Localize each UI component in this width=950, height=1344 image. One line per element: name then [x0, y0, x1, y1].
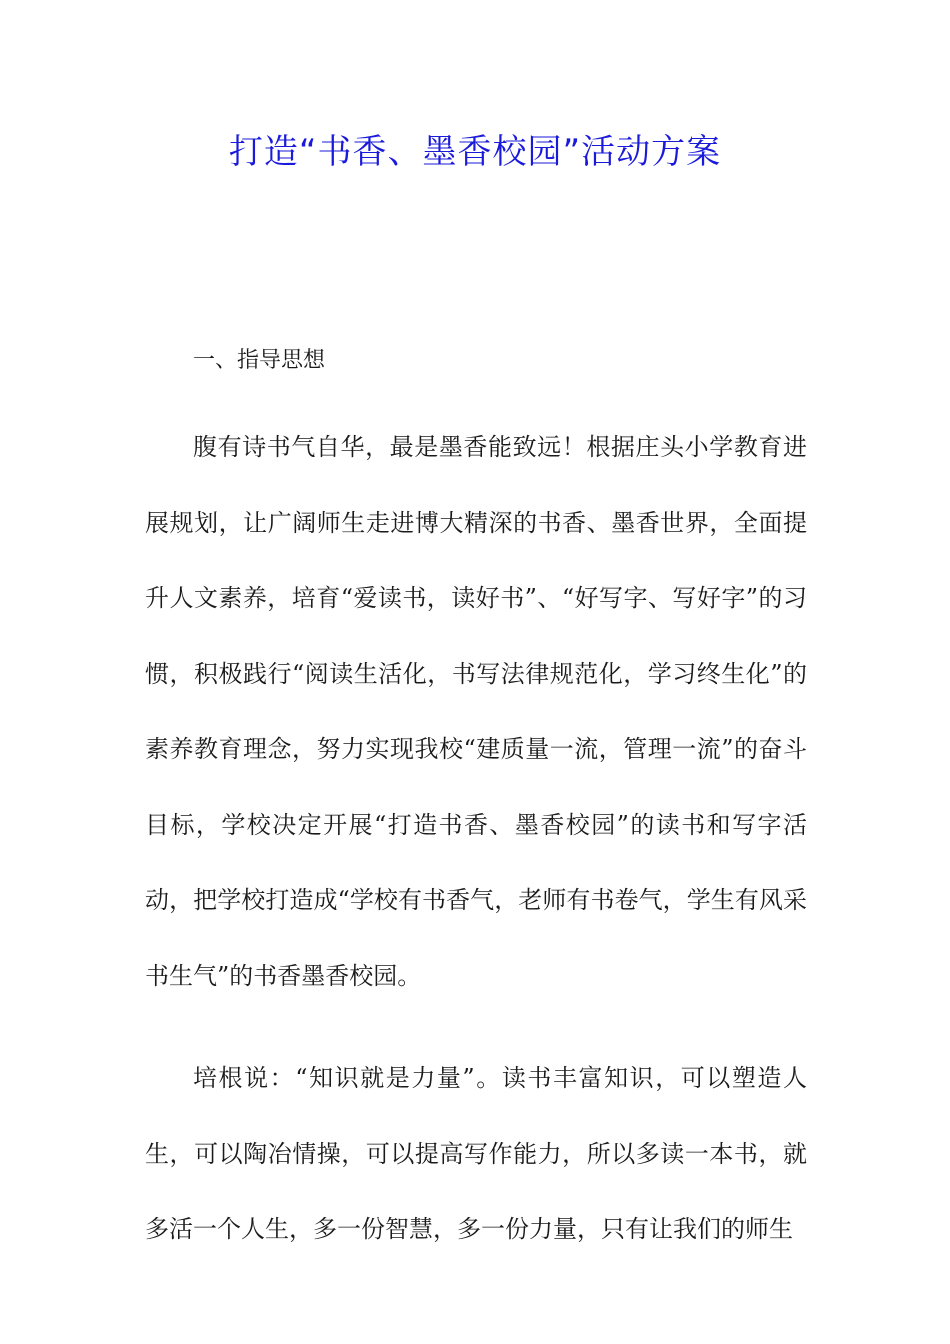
paragraph-2: 培根说：“知识就是力量”。读书丰富知识，可以塑造人生，可以陶冶情操，可以提高写作能力，所以多读一本书，就多活一个人生，多一份智慧，多一份力量，只有让我们的师生: [145, 1064, 807, 1243]
document-title: 打造“书香、墨香校园”活动方案: [228, 132, 722, 172]
paragraph-1: 腹有诗书气自华，最是墨香能致远！根据庄头小学教育进展规划，让广阔师生走进博大精深的书香、墨香世界，全面提升人文素养，培育“爱读书，读好书”、“好写字、写好字”的习惯，积极践行“阅读生活化，书写法律规范化，学习终生化”的素养教育理念，努力实现我校“建质量一流，管理一流”的奋斗目标，学校决定开展“打造书香、墨香校园”的读书和写字活动，把学校打造成“学校有书香气，老师有书卷气，学生有风采书生气”的书香墨香校园。: [145, 433, 807, 990]
document-body: [145, 337, 807, 1268]
section-heading-guiding-ideology: 一、指导思想: [193, 348, 326, 373]
